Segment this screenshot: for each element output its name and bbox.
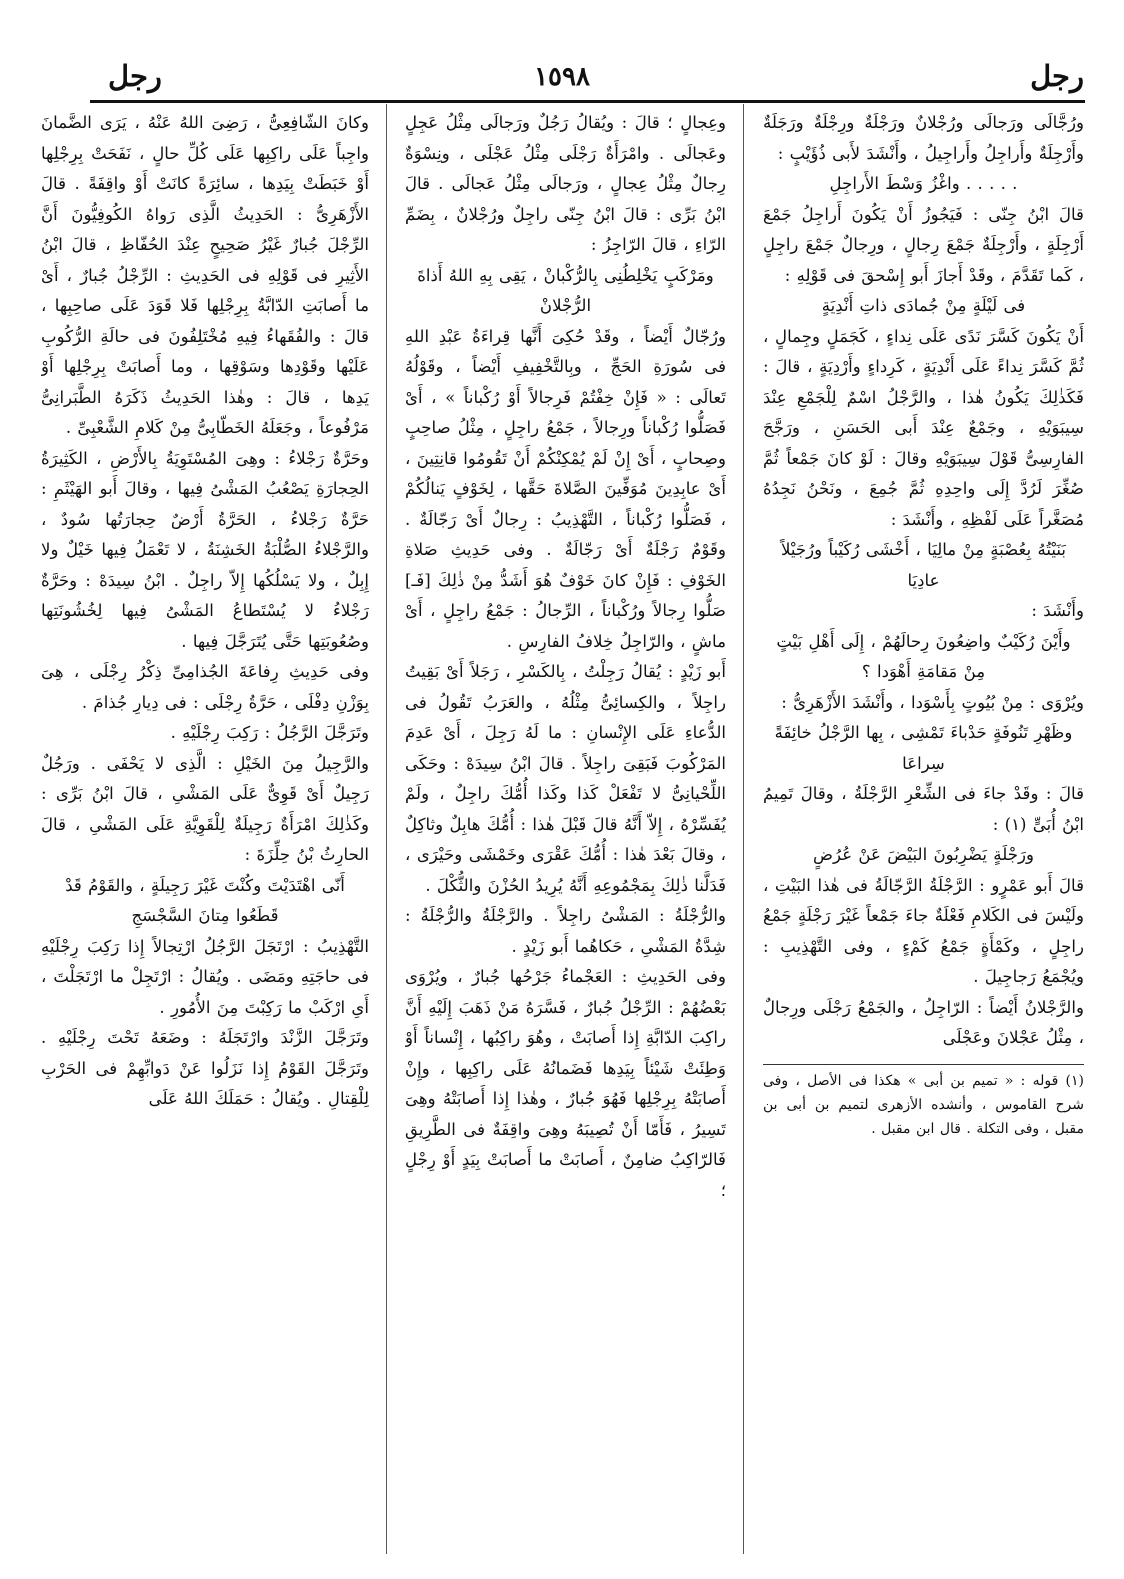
paragraph: قالَ : وقَدْ جاءَ فى الشِّعْرِ الرَّجْلَةُ ، وقالَ تَمِيمُ ابْنُ أُبَىٍّ (١) : (763, 784, 1084, 834)
verse: وظَهْرِ تَنُوفَةٍ حَدْباءَ تَمْشِى ، بِها الرَّجْلُ خائِفَةً سِراعَا (774, 723, 1073, 773)
paragraph: والرَّجْلانُ أَيْضاً : الرّاجِلُ ، والجَمْعُ رَجْلَى ورِجالٌ ، مِثْلُ عَجْلانَ وعَجْلَى (763, 997, 1084, 1047)
paragraph: وحَرَّةٌ رَجْلاءُ : وهِىَ المُسْتَوِيَةُ بِالأَرْضِ ، الكَثِيرَةُ الحِجارَةِ يَصْعُبُ المَشْىُ فِيها ، وقالَ أَبو الهَيْثَمِ : حَرَّةٌ رَجْلاءُ ، الحَرَّةُ أَرْضٌ حِجارَتُها سُودٌ ، والرَّجْلاءُ الصُّلْبَةُ الخَشِنَةُ ، لا تَعْمَلُ فِيها خَيْلٌ ولا إِبِلٌ ، ولا يَسْلُكُها إِلاّ راجِلٌ . ابْنُ سِيدَهْ : وحَرَّةٌ رَجْلاءُ لا يُسْتَطاعُ المَشْىُ فِيها لِخُشُونَتِها وصُعُوبَتِها حَتَّى يُتَرَجَّلَ فِيها . (41, 448, 369, 651)
paragraph: ورُجَّالَى ورَجالَى ورُجْلانٌ ورَجْلَةٌ ورِجْلَةٌ ورَجَلَةٌ وأَرْجِلَةٌ وأَراجِلُ وأَراجِيلُ ، وأَنْشَدَ لأَبى ذُؤَيْبٍ : (763, 113, 1084, 163)
verse: ومَرْكَبٍ يَخْلِطُنِى بِالرُّكْبانْ ، يَقِى بِهِ اللهُ أَذاةَ الرُّجْلانْ (417, 265, 714, 315)
verse: ورَجْلَةٍ يَضْرِبُونَ البَيْضَ عَنْ عُرُضٍ (813, 845, 1034, 864)
verse: بَنَيْتُهُ بِعُصْبَةٍ مِنْ مالِيَا ، أَخْشَى رُكَيْباً ورُجَيْلاً عادِيَا (781, 540, 1066, 590)
paragraph: وفى الحَدِيثِ : العَجْماءُ جَرْحُها جُبارٌ ، ويُرْوَى بَعْضُهُمْ : الرِّجْلُ جُبارٌ ، فَسَّرَهُ مَنْ ذَهَبَ إِلَيْهِ أَنَّ راكِبَ الدّابَّةِ إِذا أَصابَتْ ، وهُوَ راكِبُها ، إِنْساناً أَوْ وَطِئَتْ شَيْئاً بِيَدِها فَضَمانُهُ عَلَى راكِبِها ، وإِنْ أَصابَتْهُ بِرِجْلِها فَهُوَ جُبارٌ ، وهٰذا إِذا أَصابَتْهُ وهِىَ تَسِيرُ ، فَأَمّا أَنْ تُصِيبَهُ وهِىَ واقِفَةٌ فى الطَّرِيقِ فَالرّاكِبُ ضامِنٌ ، أَصابَتْ ما أَصابَتْ بِيَدٍ أَوْ رِجْلٍ ؛ (405, 967, 726, 1200)
column-right (763, 108, 1084, 1548)
running-head-right: رجل (1030, 59, 1084, 93)
verse: أَنّى اهْتَدَيْتَ وكُنْتَ غَيْرَ رَجِيلَةٍ ، والقَوْمُ قَدْ قَطَعُوا مِتانَ السَّجْسَجِ (65, 875, 345, 925)
column-left (41, 108, 369, 1548)
paragraph: والرَّجِيلُ مِنَ الخَيْلِ : الَّذِى لا يَحْفَى . ورَجُلٌ رَجِيلٌ أَىْ قَوِىٌّ عَلَى المَشْىِ ، قالَ ابْنُ بَرِّى : وكَذٰلِكَ امْرَأَةٌ رَجِيلَةٌ لِلْقَوِيَّةِ عَلَى المَشْىِ ، قالَ الحارِثُ بْنُ حِلِّزَةَ : (41, 753, 369, 864)
paragraph: التَّهْذِيبُ : ارْتَجَلَ الرَّجُلُ ارْتِجالاً إِذا رَكِبَ رِجْلَيْهِ فى حاجَتِهِ ومَضَى . ويُقالُ : ارْتَجِلْ ما ارْتَجَلْتَ ، أَىِ ارْكَبْ ما رَكِبْتَ مِنَ الأُمُورِ . (41, 936, 369, 1017)
column-separator (386, 104, 387, 1554)
footnote: (١) قوله : « تميم بن أبى » هكذا فى الأصل ، وفى شرح القاموس ، وأنشده الأزهرى لتميم بن أبى بن مقبل ، وفى التكلة . قال ابن مقبل . (763, 1072, 1084, 1137)
footnote-rule (763, 1064, 1084, 1065)
paragraph: ورُجّالٌ أَيْضاً ، وقَدْ حُكِىَ أَنَّها قِراءَةُ عَبْدِ اللهِ فى سُورَةِ الحَجِّ ، وبِالتَّخْفِيفِ أَيْضاً ، وقَوْلُهُ تَعالَى : « فَإِنْ خِفْتُمْ فَرِجالاً أَوْ رُكْباناً » ، أَىْ فَصَلُّوا رُكْباناً ورِجالاً ، جَمْعُ راجِلٍ ، مِثْلُ صاحِبٍ وصِحابٍ ، أَىْ إِنْ لَمْ يُمْكِنْكُمْ أَنْ تَقُومُوا قانِتِينَ ، أَىْ عابِدِينَ مُوَفِّينَ الصَّلاةَ حَقَّها ، لِخَوْفٍ يَنالُكُمْ ، فَصَلُّوا رُكْباناً ، التَّهْذِيبُ : رِجالٌ أَىْ رَجّالَةٌ . وقَوْمٌ رَجْلَةٌ أَىْ رَجّالَةٌ . وفى حَدِيثِ صَلاةِ الخَوْفِ : فَإِنْ كانَ خَوْفٌ هُوَ أَشَدُّ مِنْ ذٰلِكَ [فَـ] صَلُّوا رِجالاً ورُكْباناً ، الرِّجالُ : جَمْعُ راجِلٍ ، أَىْ ماشٍ ، والرّاجِلُ خِلافُ الفارِسِ . (405, 326, 726, 651)
running-head-left: رجل (108, 59, 162, 93)
paragraph: وكانَ الشّافِعِىُّ ، رَضِىَ اللهُ عَنْهُ ، يَرَى الضَّمانَ واجِباً عَلَى راكِبِها عَلَى كُلِّ حالٍ ، نَفَحَتْ بِرِجْلِها أَوْ خَبَطَتْ بِيَدِها ، سائِرَةً كانَتْ أَوْ واقِفَةً . قالَ الأَزْهَرِىُّ : الحَدِيثُ الَّذِى رَواهُ الكُوفِيُّونَ أَنَّ الرِّجْلَ جُبارٌ غَيْرُ صَحِيحٍ عِنْدَ الحُفّاظِ ، قالَ ابْنُ الأَثِيرِ فى قَوْلِهِ فى الحَدِيثِ : الرِّجْلُ جُبارٌ ، أَىْ ما أَصابَتِ الدّابَّةُ بِرِجْلِها فَلا قَوَدَ عَلَى صاحِبِها ، قالَ : والفُقَهاءُ فِيهِ مُخْتَلِفُونَ فى حالَةِ الرُّكُوبِ عَلَيْها وقَوْدِها وسَوْقِها ، وما أَصابَتْ بِرِجْلِها أَوْ يَدِها ، قالَ : وهٰذا الحَدِيثُ ذَكَرَهُ الطَّبَرانِىُّ مَرْفُوعاً ، وجَعَلَهُ الخَطّابِىُّ مِنْ كَلامِ الشَّعْبِىِّ . (41, 113, 369, 437)
column-middle (405, 108, 726, 1548)
paragraph: والرُّجْلَةُ : المَشْىُ راجِلاً . والرَّجْلَةُ والرُّجْلَةُ : شِدَّةُ المَشْىِ ، حَكاهُما أَبو زَيْدٍ . (405, 906, 726, 956)
verse: فى لَيْلَةٍ مِنْ جُمادَى ذاتِ أَنْدِيَةٍ (821, 296, 1026, 315)
paragraph: وفى حَدِيثِ رِفاعَةَ الجُذامِىِّ ذِكْرُ رِجْلَى ، هِىَ بِوَزْنِ دِفْلَى ، حَرَّةُ رِجْلَى : فى دِيارِ جُذامَ . (41, 662, 369, 712)
column-separator (743, 104, 744, 1554)
paragraph: وأَنْشَدَ : (1031, 601, 1084, 620)
paragraph: وتَرَجَّلَ الرَّجُلُ : رَكِبَ رِجْلَيْهِ . (170, 723, 369, 742)
verse: . . . . . واغْزُ وَسْطَ الأَراجِلِ (829, 174, 1018, 193)
paragraph: وعِجالٍ ؛ قالَ : ويُقالُ رَجُلٌ ورَجالَى مِثْلُ عَجِلٍ وعَجالَى . وامْرَأَةٌ رَجْلَى مِثْلُ عَجْلَى ، ونِسْوَةٌ رِجالٌ مِثْلُ عِجالٍ ، ورَجالَى مِثْلُ عَجالَى . قالَ ابْنُ بَرِّى : قالَ ابْنُ جِنّى راجِلٌ ورُجْلانٌ ، بِضَمِّ الرّاءِ ، قالَ الرّاجِزُ : (405, 113, 726, 254)
verse: وأَيْنَ رُكَيْبٌ واضِعُونَ رِحالَهُمْ ، إِلَى أَهْلِ بَيْتٍ مِنْ مَقامَةِ أَهْوَدا ؟ (776, 631, 1071, 681)
paragraph: أَبو زَيْدٍ : يُقالُ رَجِلْتُ ، بِالكَسْرِ ، رَجَلاً أَىْ بَقِيتُ راجِلاً ، والكِسائِىُّ مِثْلُهُ ، والعَرَبُ تَقُولُ فى الدُّعاءِ عَلَى الإِنْسانِ : ما لَهُ رَجِلَ ، أَىْ عَدِمَ المَرْكُوبَ فَبَقِىَ راجِلاً . قالَ ابْنُ سِيدَهْ : وحَكَى اللِّحْيانِىُّ لا تَفْعَلْ كَذا وكَذا أُمُّكَ راجِلٌ ، ولَمْ يُفَسِّرْهُ ، إِلاّ أَنَّهُ قالَ قَبْلَ هٰذا : أُمُّكَ هابِلٌ وثاكِلٌ ، وقالَ بَعْدَ هٰذا : أُمُّكَ عَقْرَى وخَمْشَى وحَيْرَى ، فَدَلَّنا ذٰلِكَ بِمَجْمُوعِهِ أَنَّهُ يُرِيدُ الحُزْنَ والثُّكْلَ . (405, 662, 726, 895)
paragraph: قالَ ابْنُ جِنّى : فَيَجُوزُ أَنْ يَكُونَ أَراجِلُ جَمْعَ أَرْجِلَةٍ ، وأَرْجِلَةٌ جَمْعَ رِجالٍ ، ورِجالٌ جَمْعَ راجِلٍ ، كَما تَقَدَّمَ ، وقَدْ أَجازَ أَبو إِسْحقَ فى قَوْلِهِ : (763, 204, 1084, 285)
page-number: ١٥٩٨ (534, 62, 590, 92)
header-rule (90, 100, 1085, 103)
paragraph: قالَ أَبو عَمْرٍو : الرَّجْلَةُ الرَّجّالَةُ فى هٰذا البَيْتِ ، ولَيْسَ فى الكَلامِ فَعْلَةٌ جاءَ جَمْعاً غَيْرَ رَجْلَةٍ جَمْعُ راجِلٍ ، وكَمْأَةٍ جَمْعُ كَمْءٍ ، وفى التَّهْذِيبِ : ويُجْمَعُ رَجاجِيلَ . (763, 875, 1084, 986)
paragraph: وتَرَجَّلَ الزَّنْدَ وارْتَجَلَهُ : وضَعَهُ تَحْتَ رِجْلَيْهِ . وتَرَجَّلَ القَوْمُ إِذا نَزَلُوا عَنْ دَوابِّهِمْ فى الحَرْبِ لِلْقِتالِ . ويُقالُ : حَمَلَكَ اللهُ عَلَى (41, 1028, 369, 1108)
paragraph: ويُرْوَى : مِنْ بُيُوتٍ بِأَسْوَدا ، وأَنْشَدَ الأَزْهَرِىُّ : (781, 692, 1084, 712)
paragraph: أَنْ يَكُونَ كَسَّرَ نَدًى عَلَى نِداءٍ ، كَجَمَلٍ وجِمالٍ ، ثُمَّ كَسَّرَ نِداءً عَلَى أَنْدِيَةٍ ، كَرِداءٍ وأَرْدِيَةٍ ، قالَ : فَكَذٰلِكَ يَكُونُ هٰذا ، والرَّجْلُ اسْمٌ لِلْجَمْعِ عِنْدَ سِيبَوَيْهِ ، وجَمْعٌ عِنْدَ أَبى الحَسَنِ ، ورَجَّحَ الفارِسِىُّ قَوْلَ سِيبَوَيْهِ وقالَ : لَوْ كانَ جَمْعاً ثُمَّ صُغِّرَ لَرُدَّ إِلَى واحِدِهِ ثُمَّ جُمِعَ ، ونَحْنُ نَجِدُهُ مُصَغَّراً عَلَى لَفْظِهِ ، وأَنْشَدَ : (763, 326, 1084, 529)
